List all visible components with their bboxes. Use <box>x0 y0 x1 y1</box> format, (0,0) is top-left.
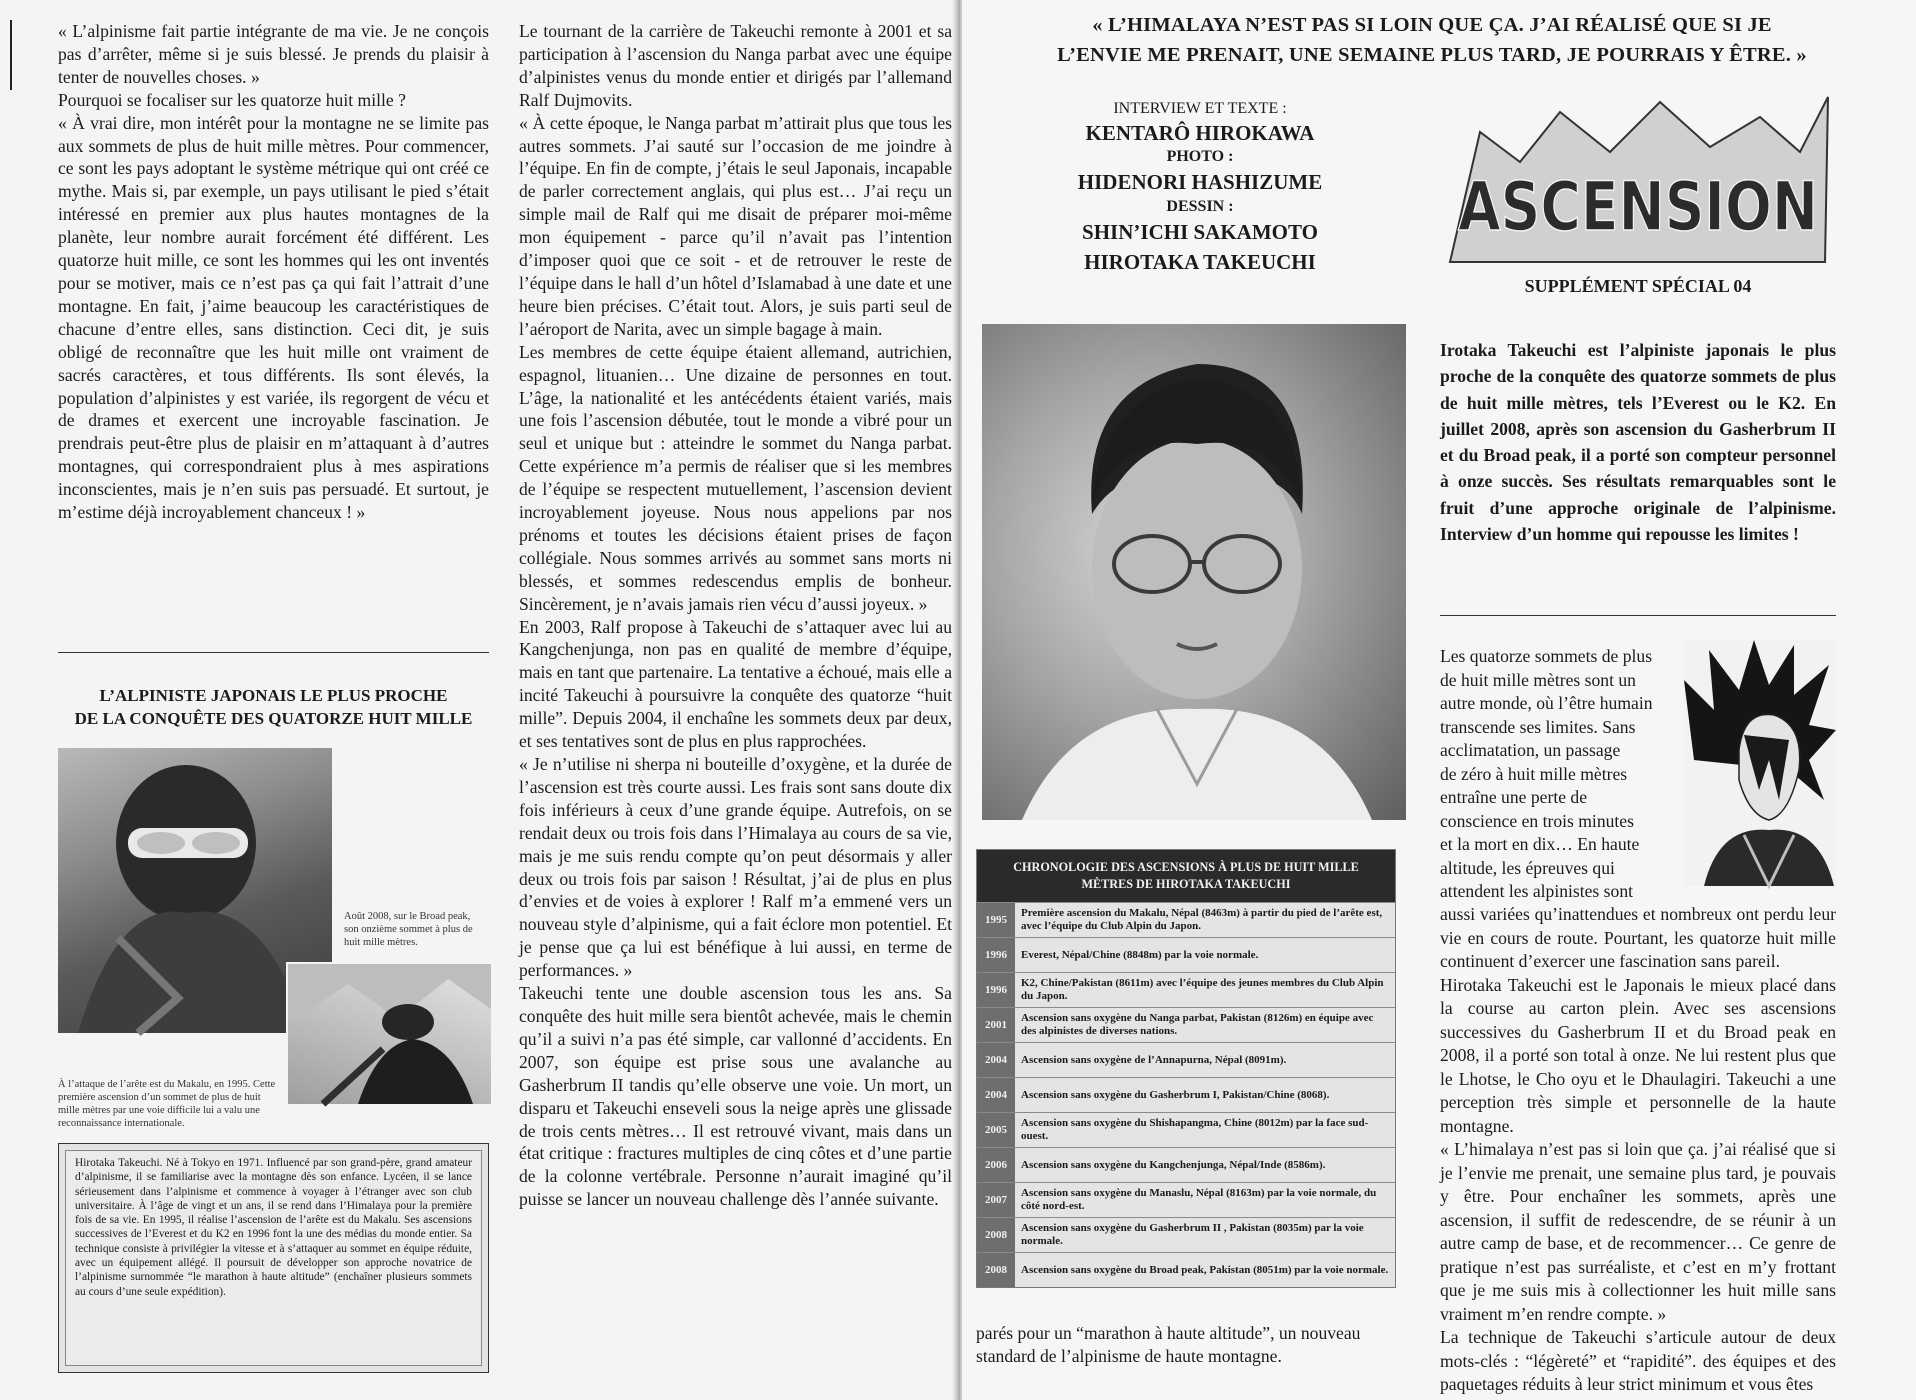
chronology-row <box>977 1253 1395 1288</box>
paragraph: Hirotaka Takeuchi est le Japonais le mieux placé dans la course au carton plein. Avec ses ascensions successives du Gasherbrum II et du Broad peak en 2008, il a porté son total à onze. Ne lui restent plus que le Lhotse, le Cho oyu et le Dhaulagiri. Takeuchi a une perception très simple et personnelle de la haute montagne. <box>1440 974 1836 1136</box>
chronology-event: Everest, Népal/Chine (8848m) par la voie normale. <box>1015 938 1395 973</box>
bio-box-inner <box>65 1150 482 1366</box>
chronology-event: Ascension sans oxygène du Nanga parbat, Pakistan (8126m) en équipe avec des alpinistes de diverses nations. <box>1015 1008 1395 1043</box>
text-line: de zéro à huit mille mètres <box>1440 763 1628 784</box>
snow-climber-illustration <box>288 964 491 1104</box>
chronology-year: 2004 <box>977 1078 1015 1113</box>
paragraph: aussi variées qu’inattendues et nombreux ont perdu leur vie en cours de route. Pourtant, les quatorze huit mille continuent d’exercer une fascination sans pareil. <box>1440 904 1836 971</box>
manga-character-illustration <box>1684 640 1836 886</box>
credit-name: KENTARÔ HIROKAWA <box>1085 121 1315 145</box>
pull-quote-line: « L’HIMALAYA N’EST PAS SI LOIN QUE ÇA. J’AI RÉALISÉ QUE SI JE <box>1092 14 1772 36</box>
credits <box>1050 98 1350 277</box>
paragraph: « L’himalaya n’est pas si loin que ça. j’ai réalisé que si je l’envie me prenait, une semaine plus tard, je pouvais y être. Pour enchaîner les sommets, après une ascension, il suffit de redescendre, de se réunir à un autre camp de base, et de recommencer… Ce genre de pratique n’est pas surréaliste, et c’est en m’y frottant que je me suis mis à collectionner les huit mille sans vraiment m’en rendre compte. » <box>1440 1139 1836 1324</box>
right-page <box>962 0 1916 1400</box>
portrait-photo <box>982 324 1406 820</box>
bio-text: Hirotaka Takeuchi. Né à Tokyo en 1971. Influencé par son grand-père, grand amateur d’alpinisme, il se familiarise avec la montagne dès son enfance. Lycéen, il se lance sérieusement dans l’alpinisme et commence à voyager à l’étranger avec son club universitaire. À l’âge de vingt et un ans, il se rend dans l’Himalaya pour la première fois de sa vie. En 1995, il réalise l’ascension de l’arête est du Makalu. Ses ascensions successives de l’Everest et du K2 en 1996 font la une des médias du monde entier. Sa technique consiste à privilégier la vitesse et à s’attaquer au sommet en équipe réduite, avec un équipement allégé. Il poursuit de développer son approche novatrice de l’alpinisme surnommée “le marathon à haute altitude” (enchaîner plusieurs sommets au cours d’une seule expédition). <box>75 1157 472 1298</box>
text-line: et la mort en dix… En haute <box>1440 834 1640 854</box>
credit-label: INTERVIEW ET TEXTE : <box>1113 100 1287 117</box>
chronology-box <box>976 849 1396 1288</box>
interview-column-1 <box>58 20 489 524</box>
chronology-year: 2005 <box>977 1113 1015 1148</box>
paragraph: Le tournant de la carrière de Takeuchi remonte à 2001 et sa participation à l’ascension du Nanga parbat avec une équipe d’alpinistes venus du monde entier et dirigés par l’allemand Ralf Dujmovits. <box>519 21 952 110</box>
paragraph: Les membres de cette équipe étaient allemand, autrichien, espagnol, lituanien… Une dizaine de personnes en tout. L’âge, la nationalité et les antécédents étaient variés, mais une fois l’ascension débutée, tout le monde a vibré pour un seul et unique but : atteindre le sommet du Nanga parbat. Cette expérience m’a permis de réaliser que si les membres de l’équipe se respectent mutuellement, l’ascension devient incroyablement joyeuse. Nous nous appelions par nos prénoms et toutes les décisions étaient prises de façon collégiale. Nous sommes arrivés au sommet sans morts ni blessés, et sommes redescendus emplis de bonheur. Sincèrement, je n’avais jamais rien vécu d’aussi joyeux. » <box>519 341 952 614</box>
chronology-event: Ascension sans oxygène du Gasherbrum I, Pakistan/Chine (8068). <box>1015 1078 1395 1113</box>
text-line: altitude, les épreuves qui <box>1440 857 1615 878</box>
portrait-illustration <box>982 324 1406 820</box>
chronology-row <box>977 1078 1395 1113</box>
chronology-year: 2001 <box>977 1008 1015 1043</box>
text-line: conscience en trois minutes <box>1440 810 1634 831</box>
section-heading-line: L’ALPINISTE JAPONAIS LE PLUS PROCHE <box>99 686 448 705</box>
photo-climber-snow <box>286 962 493 1106</box>
chronology-row <box>977 1218 1395 1253</box>
chronology-event: Ascension sans oxygène du Kangchenjunga, Népal/Inde (8586m). <box>1015 1148 1395 1183</box>
text-line: attendent les alpinistes sont <box>1440 881 1634 901</box>
chronology-row <box>977 938 1395 973</box>
chronology-row <box>977 1043 1395 1078</box>
paragraph: Pourquoi se focaliser sur les quatorze huit mille ? <box>58 89 406 110</box>
chronology-event: Ascension sans oxygène du Shishapangma, Chine (8012m) par la face sud-ouest. <box>1015 1113 1395 1148</box>
chronology-event: Ascension sans oxygène du Gasherbrum II , Pakistan (8035m) par la voie normale. <box>1015 1218 1395 1253</box>
paragraph: La technique de Takeuchi s’articule autour de deux mots-clés : “légèreté” et “rapidité”. des équipes et des paquetages réduits à leur strict minimum et vous êtes <box>1440 1327 1836 1394</box>
credit-label: PHOTO : <box>1166 148 1234 165</box>
section-heading-line: DE LA CONQUÊTE DES QUATORZE HUIT MILLE <box>74 709 473 728</box>
chronology-row <box>977 903 1395 938</box>
credit-label: DESSIN : <box>1166 198 1234 215</box>
chronology-year: 2004 <box>977 1043 1015 1078</box>
paragraph: Takeuchi tente une double ascension tous les ans. Sa conquête des huit mille sera bientôt achevée, mais le chemin qu’il a suivi n’a pas été simple, car vallonné d’accidents. En 2007, son équipe est prise sous une avalanche au Gasherbrum II tandis qu’elle observe une voie. Un mort, un disparu et Takeuchi enseveli sous la neige après une glissade de trois cents mètres… Il est retrouvé vivant, mais dans un état critique : fractures multiples de cinq côtes et d’une partie de la colonne vertébrale. Personne n’aurait imaginé qu’il puisse se lancer un nouveau challenge dès l’année suivante. <box>519 983 952 1210</box>
chronology-year: 2007 <box>977 1183 1015 1218</box>
paragraph: « Je n’utilise ni sherpa ni bouteille d’oxygène, et la durée de l’ascension est très courte aussi. Les frais sont sans doute dix fois inférieurs à ceux d’une grande équipe. Autrefois, on se rendait deux ou trois fois dans l’Himalaya au cours de sa vie, mais je me suis rendu compte qu’on peut désormais y aller deux ou trois fois par saison ! Résultat, j’ai de plus en plus d’envies et de voies à explorer ! Ralf m’a emmené vers un nouveau style d’alpinisme, qui a fait éclore mon potentiel. Et je pense que ça lui est bénéfique à lui aussi, en terme de performances. » <box>519 754 952 981</box>
supplement-label: SUPPLÉMENT SPÉCIAL 04 <box>1524 276 1752 296</box>
manga-illustration <box>1684 640 1836 886</box>
text-line: acclimatation, un passage <box>1440 740 1621 760</box>
chronology-row <box>977 1183 1395 1218</box>
wrap-text <box>1440 645 1677 904</box>
logo-graphic <box>1440 92 1836 270</box>
chronology-event: Ascension sans oxygène du Broad peak, Pakistan (8051m) par la voie normale. <box>1015 1253 1395 1288</box>
ascension-logo <box>1440 92 1836 270</box>
paragraph: « À cette époque, le Nanga parbat m’attirait plus que tous les autres sommets. J’ai sauté sur l’occasion de me joindre à l’équipe. En fin de compte, j’étais le seul Japonais, incapable de parler correctement anglais, qui plus est… J’ai reçu un simple mail de Ralf qui me disait de préparer moi-même mon équipement - parce qu’il n’avait pas l’intention d’imposer quoi que ce soit - et de retrouver le reste de l’équipe dans le hall d’un hôtel d’Islamabad à une date et une heure bien précises. C’était tout. Alors, je suis parti seul de l’aéroport de Narita, avec un simple bagage à main. <box>519 112 952 339</box>
photo-caption: À l’attaque de l’arête est du Makalu, en 1995. Cette première ascension d’un sommet de plus de huit mille mètres par une voie difficile lui a valu une reconnaissance internationale. <box>58 1079 276 1129</box>
chronology-year: 1996 <box>977 938 1015 973</box>
margin-mark <box>10 20 12 90</box>
chronology-row <box>977 1113 1395 1148</box>
chronology-row <box>977 973 1395 1008</box>
logo-text: ASCENSION <box>1458 168 1818 247</box>
below-photo-text: parés pour un “marathon à haute altitude”, un nouveau standard de l’alpinisme de haute montagne. <box>976 1323 1361 1366</box>
chronology-row <box>977 1148 1395 1183</box>
chronology-year: 2008 <box>977 1253 1015 1288</box>
chronology-year: 1996 <box>977 973 1015 1008</box>
chronology-event: Ascension sans oxygène du Manaslu, Népal (8163m) par la voie normale, du côté nord-est. <box>1015 1183 1395 1218</box>
text-line: Les quatorze sommets de plus <box>1440 646 1653 666</box>
chronology-title: CHRONOLOGIE DES ASCENSIONS À PLUS DE HUIT MILLE MÈTRES DE HIROTAKA TAKEUCHI <box>977 850 1395 902</box>
chronology-event: Ascension sans oxygène de l’Annapurna, Népal (8091m). <box>1015 1043 1395 1078</box>
chronology-event: Première ascension du Makalu, Népal (8463m) à partir du pied de l’arête est, avec l’équipe du Club Alpin du Japon. <box>1015 903 1395 938</box>
intro-paragraph: Irotaka Takeuchi est l’alpiniste japonais le plus proche de la conquête des quatorze sommets de plus de huit mille mètres, tels l’Everest ou le K2. En juillet 2008, après son ascension du Gasherbrum II et du Broad peak, il a porté son compteur personnel à onze succès. Ses résultats remarquables sont le fruit d’une approche originale de l’alpinisme. Interview d’un homme qui repousse les limites ! <box>1440 340 1836 545</box>
paragraph: « À vrai dire, mon intérêt pour la montagne ne se limite pas aux sommets de plus de huit mille mètres. Pour commencer, ce sont les pays adoptant le système métrique qui ont créé ce mythe. Mais si, par exemple, un pays utilisant le pied s’était intéressé en premier aux plus hautes montagnes de la planète, leur nombre aurait forcément été différent. Les quatorze huit mille, ce sont les hommes qui les ont inventés pour se motiver, mais ce n’est pas ça qui fait l’attrait d’une montagne. En fait, j’aime beaucoup les caractéristiques de chacune d’entre elles, sans distinction. Ceci dit, je suis obligé de reconnaître que les huit mille ont vraiment de sacrés caractères, et tous différents. Ils sont élevés, la population d’alpinistes y est variée, ils regorgent de vécu et de drames et exercent une incroyable fascination. Je prendrais peut-être plus de plaisir en m’attaquant à d’autres montagnes, qui correspondraient plus à mes aspirations inconscientes, mais je n’en suis pas persuadé. Et surtout, je m’estime déjà incroyablement chanceux ! » <box>58 112 489 523</box>
bio-box <box>58 1143 489 1373</box>
chronology-year: 1995 <box>977 903 1015 938</box>
credit-name: SHIN’ICHI SAKAMOTO <box>1082 220 1318 244</box>
text-line: autre monde, où l’être humain <box>1440 693 1653 713</box>
chronology-rows <box>977 903 1395 1288</box>
chronology-row <box>977 1008 1395 1043</box>
pull-quote <box>982 10 1882 70</box>
interview-column-2 <box>519 20 952 1211</box>
paragraph: « L’alpinisme fait partie intégrante de ma vie. Je ne conçois pas d’arrêter, même si je suis blessé. Je prends du plaisir à tenter de nouvelles choses. » <box>58 21 489 87</box>
text-line: entraîne une perte de <box>1440 787 1588 807</box>
divider <box>58 652 489 653</box>
interview-column-4 <box>1440 903 1836 1397</box>
section-heading <box>58 684 489 730</box>
text-line: transcende ses limites. Sans <box>1440 716 1636 737</box>
credit-name: HIDENORI HASHIZUME <box>1077 170 1323 194</box>
text-line: de huit mille mètres sont un <box>1440 669 1636 690</box>
credit-name: HIROTAKA TAKEUCHI <box>1084 250 1316 274</box>
chronology-year: 2006 <box>977 1148 1015 1183</box>
pull-quote-line: L’ENVIE ME PRENAIT, UNE SEMAINE PLUS TARD, JE POURRAIS Y ÊTRE. » <box>1057 44 1807 66</box>
chronology-year: 2008 <box>977 1218 1015 1253</box>
paragraph: En 2003, Ralf propose à Takeuchi de s’attaquer avec lui au Kangchenjunga, non pas en qualité de membre d’équipe, mais en tant que partenaire. La tentative a échoué, mais elle a incité Takeuchi à poursuivre la conquête des quatorze “huit mille”. Depuis 2004, il enchaîne les sommets deux par deux, et ses tentatives sont de plus en plus rapprochées. <box>519 616 952 752</box>
divider <box>1440 615 1836 616</box>
chronology-event: K2, Chine/Pakistan (8611m) avec l’équipe des jeunes membres du Club Alpin du Japon. <box>1015 973 1395 1008</box>
chronology-table <box>977 902 1395 1287</box>
photo-caption: Août 2008, sur le Broad peak, son onzième sommet à plus de huit mille mètres. <box>344 911 473 948</box>
